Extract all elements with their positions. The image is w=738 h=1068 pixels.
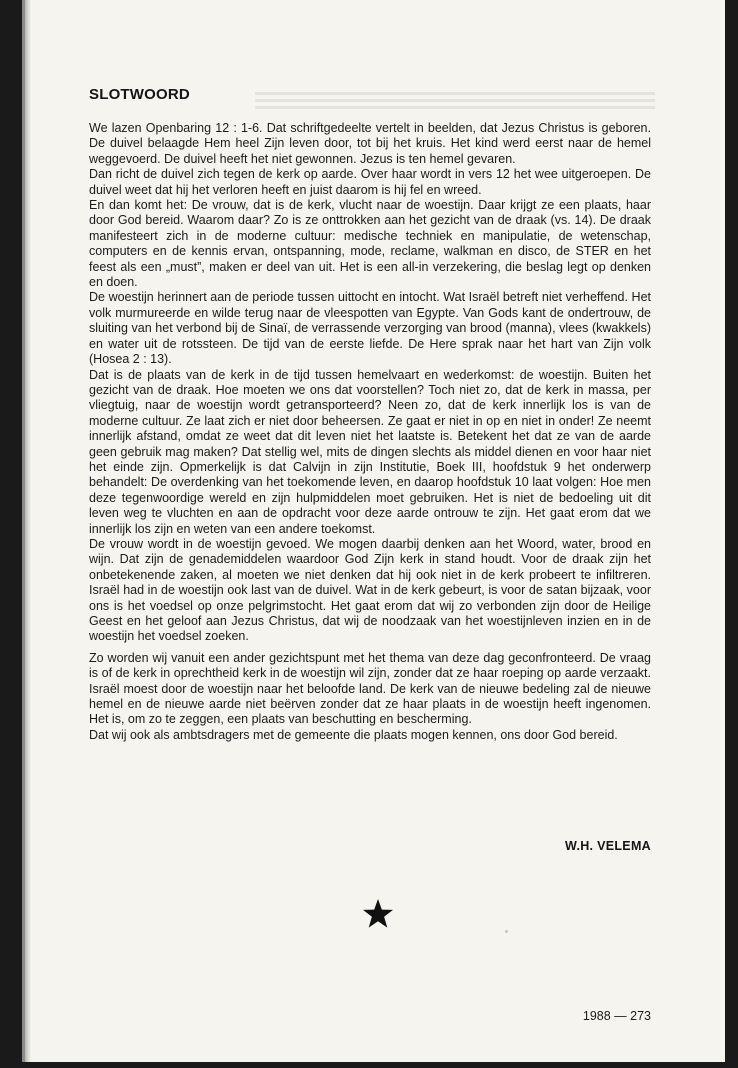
author-signature: W.H. VELEMA bbox=[565, 839, 651, 853]
document-page bbox=[22, 0, 725, 1062]
paper-speck bbox=[505, 930, 508, 933]
paragraph: De vrouw wordt in de woestijn gevoed. We mogen daarbij denken aan het Woord, water, brood en wijn. Dat zijn de genademiddelen waardoor God Zijn kerk in stand houdt. Voor de draak zijn het onbetekenende zaken, al moeten we niet denken dat hij ook niet in de kerk probeert te infiltreren. Israël had in de woestijn ook last van de duivel. Wat in de kerk gebeurt, is voor de satan bijzaak, voor ons is het voedsel op onze pelgrimstocht. Het gaat erom dat wij zo verbonden zijn door de Heilige Geest en het geloof aan Jezus Christus, dat wij de noodzaak van het woestijnleven inzien en in de woestijn het voedsel zoeken. bbox=[89, 536, 651, 644]
paragraph: We lazen Openbaring 12 : 1-6. Dat schriftgedeelte vertelt in beelden, dat Jezus Christus is geboren. De duivel belaagde Hem heel Zijn leven door, tot bij het kruis. Het kind werd eerst naar de hemel weggevoerd. De duivel heeft het niet gewonnen. Jezus is ten hemel gevaren. bbox=[89, 121, 651, 166]
bleed-through-text bbox=[255, 92, 655, 112]
star-icon bbox=[362, 898, 394, 930]
paragraph: Dat wij ook als ambtsdragers met de gemeente die plaats mogen kennen, ons door God bereid. bbox=[89, 727, 618, 742]
article-body bbox=[89, 121, 651, 743]
paragraph: En dan komt het: De vrouw, dat is de kerk, vlucht naar de woestijn. Daar krijgt ze een plaats, haar door God bereid. Waarom daar? Zo is ze onttrokken aan het gezicht van de draak (vs. 14). De draak manifesteert zich in de moderne cultuur: medische techniek en manipulatie, de wetenschap, computers en de kennis ervan, ontspanning, mode, reclame, walkman en disco, de STER en het feest als een „must”, maken er deel van uit. Het is een all-in verzekering, die beslag legt op denken en doen. bbox=[89, 198, 651, 290]
paragraph: Dat is de plaats van de kerk in de tijd tussen hemelvaart en wederkomst: de woestijn. Buiten het gezicht van de draak. Hoe moeten we ons dat voorstellen? Toch niet zo, dat de kerk in massa, per vliegtuig, naar de woestijn wordt getransporteerd? Neen zo, dat de kerk innerlijk los is van de moderne cultuur. Ze laat zich er niet door beheersen. Ze gaat er niet in op en niet in onder! Ze neemt innerlijk afstand, omdat ze weet dat dit leven niet het laatste is. Betekent het dat ze van de aarde geen gebruik mag maken? Dat stellig wel, mits de dingen slechts als middel dienen en voor haar niet het einde zijn. Opmerkelijk is dat Calvijn in zijn Institutie, Boek III, hoofdstuk 9 het onderwerp behandelt: De overdenking van het toekomende leven, en daarop hoofdstuk 10 laat volgen: Hoe men deze tegenwoordige wereld en zijn hulpmiddelen moet gebruiken. Het is niet de bedoeling uit dit leven weg te vluchten en aan de opdracht voor deze aarde ontrouw te zijn. Het gaat erom dat we innerlijk los zijn en weten van een andere toekomst. bbox=[89, 367, 651, 536]
page-title: SLOTWOORD bbox=[89, 86, 190, 103]
paragraph: Dan richt de duivel zich tegen de kerk op aarde. Over haar wordt in vers 12 het wee uitgeroepen. De duivel weet dat hij het verloren heeft en juist daarom is hij fel en wreed. bbox=[89, 167, 651, 197]
paragraph: Zo worden wij vanuit een ander gezichtspunt met het thema van deze dag geconfronteerd. De vraag is of de kerk in oprechtheid kerk in de woestijn wil zijn, zonder dat ze haar roeping op aarde verzaakt. Israël moest door de woestijn naar het beloofde land. De kerk van de nieuwe bedeling zal de nieuwe hemel en de nieuwe aarde niet beërven zonder dat ze haar plaats in de woestijn heeft ingenomen. Het is, om zo te zeggen, een plaats van beschutting en bescherming. bbox=[89, 650, 651, 727]
page-number: 1988 — 273 bbox=[582, 1009, 651, 1023]
paragraph: De woestijn herinnert aan de periode tussen uittocht en intocht. Wat Israël betreft niet verheffend. Het volk murmureerde en wilde terug naar de vleespotten van Egypte. Van Gods kant de ondertrouw, de sluiting van het verbond bij de Sinaï, de verrassende verzorging van brood (manna), vlees (kwakkels) en water uit de rotssteen. De tijd van de eerste liefde. De Here sprak naar het hart van Zijn volk (Hosea 2 : 13). bbox=[89, 290, 651, 367]
